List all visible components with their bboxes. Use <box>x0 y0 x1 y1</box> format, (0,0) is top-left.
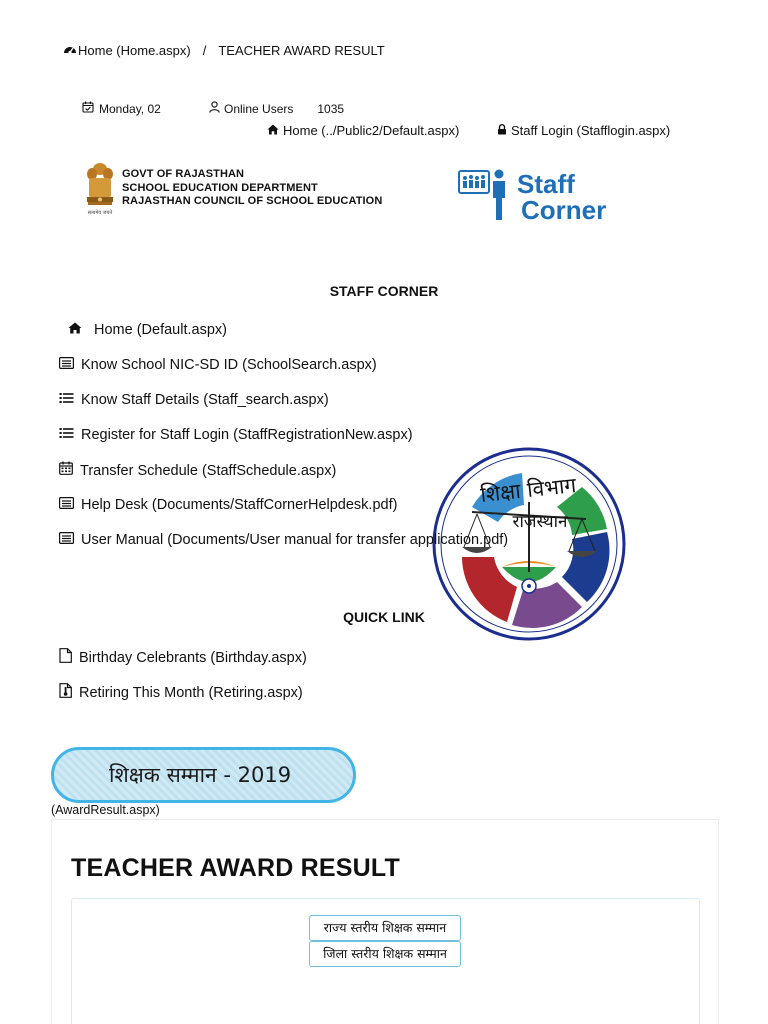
list-icon <box>59 426 74 444</box>
state-level-award-button[interactable]: राज्य स्तरीय शिक्षक सम्मान <box>309 915 461 941</box>
staff-corner-logo <box>458 166 630 224</box>
quick-link-heading: QUICK LINK <box>343 609 425 625</box>
logo-staff-text: Staff <box>517 169 575 199</box>
menu-item-school-search[interactable] <box>59 356 377 374</box>
file-icon <box>59 648 72 668</box>
quick-link-label: Birthday Celebrants (Birthday.aspx) <box>79 650 307 666</box>
home-icon <box>68 321 86 339</box>
menu-item-staff-registration[interactable] <box>59 426 413 444</box>
home-link[interactable] <box>267 123 459 139</box>
calendar-check-icon <box>82 101 94 117</box>
home-link-label: Home (../Public2/Default.aspx) <box>283 123 460 138</box>
department-heading <box>122 168 382 209</box>
seal-text-line2: राजस्थान <box>512 512 568 532</box>
quick-link-birthday[interactable] <box>59 648 307 668</box>
emblem-caption: सत्यमेव जयते <box>87 210 113 216</box>
user-icon <box>209 101 220 117</box>
breadcrumb-home-link[interactable]: Home (Home.aspx) <box>78 43 191 58</box>
menu-item-home[interactable] <box>68 321 227 339</box>
award-result-card <box>51 819 719 1024</box>
seal-text-line1: शिक्षा विभाग <box>479 473 578 507</box>
online-users <box>209 101 344 117</box>
menu-item-label: Register for Staff Login (StaffRegistrationNew.aspx) <box>81 427 413 443</box>
menu-item-label: Know School NIC-SD ID (SchoolSearch.aspx) <box>81 357 377 373</box>
district-level-award-button[interactable]: जिला स्तरीय शिक्षक सम्मान <box>309 941 461 967</box>
id-card-icon <box>59 356 74 374</box>
home-icon <box>267 123 279 139</box>
menu-item-label: User Manual (Documents/User manual for transfer application.pdf) <box>81 532 509 548</box>
menu-item-label: Help Desk (Documents/StaffCornerHelpdesk.pdf) <box>81 497 398 513</box>
breadcrumb <box>63 43 385 59</box>
award-options-panel <box>71 898 700 1024</box>
online-users-count: 1035 <box>317 101 345 116</box>
info-bar <box>82 101 682 141</box>
dept-line-2: SCHOOL EDUCATION DEPARTMENT <box>122 181 318 194</box>
menu-item-label: Home (Default.aspx) <box>94 322 227 338</box>
staff-login-link[interactable] <box>497 123 670 139</box>
menu-item-user-manual[interactable] <box>59 531 508 549</box>
date-text: Monday, 02 <box>99 101 161 116</box>
id-card-icon <box>59 496 74 514</box>
menu-item-staff-search[interactable] <box>59 391 329 409</box>
online-users-label: Online Users <box>224 101 294 116</box>
staff-login-label: Staff Login (Stafflogin.aspx) <box>511 123 671 138</box>
date-display <box>82 101 161 117</box>
calendar-icon <box>59 461 73 480</box>
quick-link-retiring[interactable] <box>59 683 303 703</box>
award-banner-text: शिक्षक सम्मान - 2019 <box>109 763 292 787</box>
breadcrumb-separator: / <box>202 43 207 58</box>
menu-item-help-desk[interactable] <box>59 496 397 514</box>
menu-item-label: Know Staff Details (Staff_search.aspx) <box>81 392 329 408</box>
menu-item-transfer-schedule[interactable] <box>59 461 336 480</box>
dept-line-1: GOVT OF RAJASTHAN <box>122 168 245 180</box>
award-result-link[interactable]: (AwardResult.aspx) <box>51 803 160 817</box>
breadcrumb-current: TEACHER AWARD RESULT <box>218 43 385 58</box>
file-thermometer-icon <box>59 683 72 703</box>
logo-corner-text: Corner <box>521 195 607 224</box>
lock-icon <box>497 123 507 139</box>
id-card-icon <box>59 531 74 549</box>
state-emblem-logo <box>82 160 118 218</box>
dashboard-icon <box>63 43 77 59</box>
staff-corner-heading: STAFF CORNER <box>329 283 439 299</box>
menu-item-label: Transfer Schedule (StaffSchedule.aspx) <box>80 462 337 479</box>
teacher-award-banner[interactable] <box>51 747 356 803</box>
page-title: TEACHER AWARD RESULT <box>71 854 400 882</box>
dept-line-3: RAJASTHAN COUNCIL OF SCHOOL EDUCATION <box>122 195 383 207</box>
quick-link-label: Retiring This Month (Retiring.aspx) <box>79 685 303 701</box>
list-icon <box>59 391 74 409</box>
